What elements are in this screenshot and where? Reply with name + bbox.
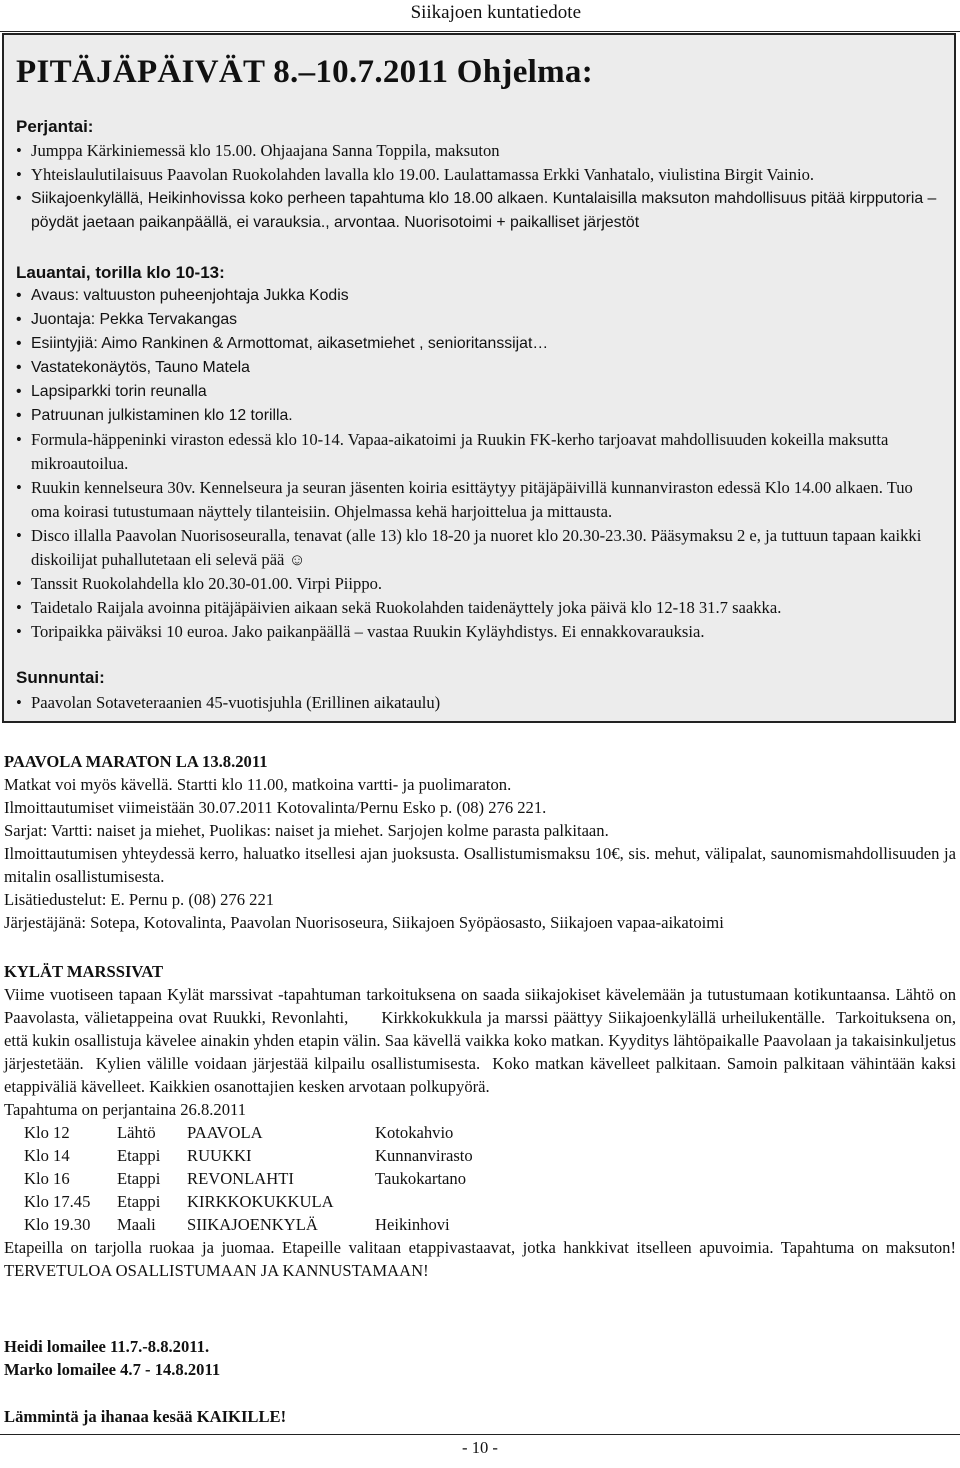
list-item: • Esiintyjiä: Aimo Rankinen & Armottomat, aikasetmiehet , senioritanssijat…	[16, 332, 942, 356]
marathon-heading: PAAVOLA MARATON LA 13.8.2011	[4, 752, 268, 771]
page-header	[0, 0, 960, 32]
saturday-list-a	[16, 284, 942, 428]
text-line: Ilmoittautumiset viimeistään 30.07.2011 Kotovalinta/Pernu Esko p. (08) 276 221.	[4, 798, 547, 817]
schedule-type: Maali	[117, 1215, 156, 1234]
holiday-line: Heidi lomailee 11.7.-8.8.2011.	[4, 1337, 210, 1356]
schedule-type: Etappi	[117, 1146, 161, 1165]
schedule-venue: Heikinhovi	[375, 1215, 450, 1234]
friday-list	[16, 139, 942, 235]
list-item: • Patruunan julkistaminen klo 12 torilla.	[16, 404, 942, 428]
schedule-time: Klo 17.45	[24, 1192, 91, 1211]
text-line: Ilmoittautumisen yhteydessä kerro, haluatko itsellesi ajan juoksusta. Osallistumismaksu 10€, sis. mehut, välipalat, saunomismahdollisuuden ja mitalin osallistumisesta.	[4, 844, 956, 886]
list-item: • Siikajoenkylällä, Heikinhovissa koko perheen tapahtuma klo 18.00 alkaen. Kuntalaisilla maksuton mahdollisuus pitää kirpputoria – pöydät jaetaan paikanpäällä, ei varauksia., arvontaa. Nuorisotoimi + paikalliset järjestöt	[16, 187, 942, 235]
saturday-heading: Lauantai, torilla klo 10-13:	[16, 263, 225, 282]
schedule-venue: Kunnanvirasto	[375, 1146, 473, 1165]
table-row	[24, 1190, 473, 1213]
list-item: • Lapsiparkki torin reunalla	[16, 380, 942, 404]
page-number: - 10 -	[462, 1438, 498, 1457]
list-item: • Juontaja: Pekka Tervakangas	[16, 308, 942, 332]
text-line: Matkat voi myös kävellä. Startti klo 11.00, matkoina vartti- ja puolimaraton.	[4, 775, 512, 794]
list-item: • Ruukin kennelseura 30v. Kennelseura ja seuran jäsenten koiria esittäytyy pitäjäpäivillä kunnanviraston edessä Klo 14.00 alkaen. Tuo oma koirasi tutustumaan näyttely tilanteisiin. Ohjelmassa kehä harjoittelua ja mittausta.	[16, 476, 942, 524]
schedule-venue: Taukokartano	[375, 1169, 466, 1188]
villages-closing: Etapeilla on tarjolla ruokaa ja juomaa. Etapeille valitaan etappivastaavat, jotka hankkivat itselleen apuvoimia. Tapahtuma on maksuton! TERVETULOA OSALLISTUMAAN JA KANNUSTAMAAN!	[4, 1238, 956, 1280]
list-item: • Paavolan Sotaveteraanien 45-vuotisjuhla (Erillinen aikataulu)	[16, 691, 942, 715]
schedule-place: RUUKKI	[187, 1146, 252, 1165]
list-item: • Disco illalla Paavolan Nuorisoseuralla, tenavat (alle 13) klo 18-20 ja nuoret klo 20.30-23.30. Pääsymaksu 2 e, ja tuttuun tapaan kaikki diskoilijat puhallutetaan eli selevä pää ☺	[16, 524, 942, 572]
text-line: Sarjat: Vartti: naiset ja miehet, Puolikas: naiset ja miehet. Sarjojen kolme parasta palkitaan.	[4, 821, 609, 840]
schedule-time: Klo 16	[24, 1169, 70, 1188]
villages-paragraph: Viime vuotiseen tapaan Kylät marssivat -tapahtuman tarkoituksena on saada siikajokiset kävelemään ja tutustumaan kotikuntaansa. Lähtö on Paavolasta, välietappeina ovat Ruukki, Revonlahti, Kirkkokukkula ja marssi päättyy Siikajoenkylällä urheilukentälle. Tarkoituksena on, että kukin osallistuja kävelee ainakin yhden etapin välin. Saa kävellä vaikka koko matkan. Kyyditys lähtöpaikalle Paavolaan ja takaisinkuljetus järjestetään. Kylien välille voidaan järjestää kilpailu osallistumisesta. Koko matkan kävelleet palkitaan. Samoin palkitaan vähintään kaksi etappiväliä kävelleet. Kaikkien osanottajien kesken arvotaan polkupyörä.	[4, 985, 960, 1096]
sunday-heading: Sunnuntai:	[16, 668, 105, 687]
list-item: • Jumppa Kärkiniemessä klo 15.00. Ohjaajana Sanna Toppila, maksuton	[16, 139, 942, 163]
program-box	[2, 33, 956, 723]
greeting: Lämmintä ja ihanaa kesää KAIKILLE!	[4, 1407, 287, 1426]
list-item: • Vastatekonäytös, Tauno Matela	[16, 356, 942, 380]
schedule-table	[24, 1121, 473, 1236]
list-item: • Yhteislaulutilaisuus Paavolan Ruokolahden lavalla klo 19.00. Laulattamassa Erkki Vanhatalo, viulistina Birgit Vainio.	[16, 163, 942, 187]
table-row	[24, 1213, 473, 1236]
schedule-time: Klo 14	[24, 1146, 70, 1165]
list-item: • Tanssit Ruokolahdella klo 20.30-01.00. Virpi Piippo.	[16, 572, 942, 596]
list-item: • Avaus: valtuuston puheenjohtaja Jukka Kodis	[16, 284, 942, 308]
schedule-place: PAAVOLA	[187, 1123, 263, 1142]
schedule-venue	[375, 1190, 473, 1213]
schedule-type: Etappi	[117, 1192, 161, 1211]
program-title: PITÄJÄPÄIVÄT 8.–10.7.2011 Ohjelma:	[16, 54, 594, 90]
table-row	[24, 1167, 473, 1190]
publication-title: Siikajoen kuntatiedote	[410, 2, 581, 23]
text-line: Lisätiedustelut: E. Pernu p. (08) 276 221	[4, 890, 275, 909]
schedule-place: SIIKAJOENKYLÄ	[187, 1215, 318, 1234]
holiday-line: Marko lomailee 4.7 - 14.8.2011	[4, 1360, 221, 1379]
schedule-type: Etappi	[117, 1169, 161, 1188]
schedule-time: Klo 12	[24, 1123, 70, 1142]
event-date: Tapahtuma on perjantaina 26.8.2011	[4, 1100, 246, 1119]
schedule-time: Klo 19.30	[24, 1215, 91, 1234]
schedule-type: Lähtö	[117, 1123, 156, 1142]
sunday-list	[16, 691, 942, 715]
text-line: Järjestäjänä: Sotepa, Kotovalinta, Paavolan Nuorisoseura, Siikajoen Syöpäosasto, Siikajoen vapaa-aikatoimi	[4, 913, 724, 932]
villages-heading: KYLÄT MARSSIVAT	[4, 962, 164, 981]
schedule-place: KIRKKOKUKKULA	[187, 1192, 334, 1211]
friday-heading: Perjantai:	[16, 117, 94, 136]
table-row	[24, 1144, 473, 1167]
saturday-list-b	[16, 428, 942, 644]
list-item: • Formula-häppeninki viraston edessä klo 10-14. Vapaa-aikatoimi ja Ruukin FK-kerho tarjoavat mahdollisuuden kokeilla maksutta mikroautoilua.	[16, 428, 942, 476]
villages-section	[4, 960, 960, 1282]
table-row	[24, 1121, 473, 1144]
list-item: • Taidetalo Raijala avoinna pitäjäpäivien aikaan sekä Ruokolahden taidenäyttely joka päivä klo 12-18 31.7 saakka.	[16, 596, 942, 620]
marathon-section	[4, 750, 956, 934]
list-item: • Toripaikka päiväksi 10 euroa. Jako paikanpäällä – vastaa Ruukin Kyläyhdistys. Ei ennakkovarauksia.	[16, 620, 942, 644]
schedule-place: REVONLAHTI	[187, 1169, 294, 1188]
schedule-venue: Kotokahvio	[375, 1123, 454, 1142]
holiday-notes	[4, 1335, 956, 1381]
footer-divider	[0, 1434, 960, 1435]
